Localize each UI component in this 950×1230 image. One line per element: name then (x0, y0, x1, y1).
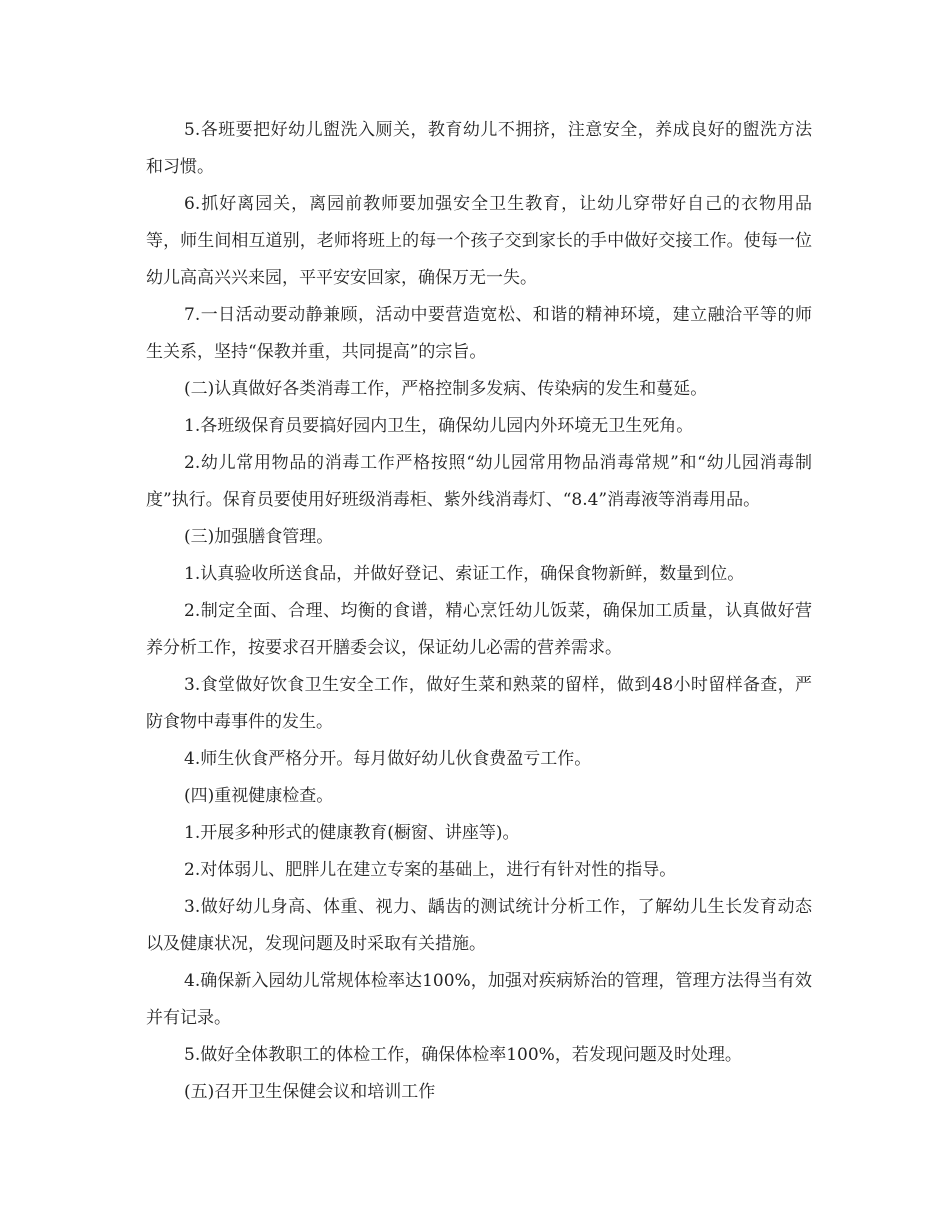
paragraph-departure-safety: 6.抓好离园关，离园前教师要加强安全卫生教育，让幼儿穿带好自己的衣物用品等，师生间相互道别，老师将班上的每一个孩子交到家长的手中做好交接工作。使每一位幼儿高高兴兴来园，平平安安回家，确保万无一失。 (146, 194, 812, 288)
paragraph-staff-checkup: 5.做好全体教职工的体检工作，确保体检率100%，若发现问题及时处理。 (184, 1045, 742, 1065)
paragraph-class-hygiene: 1.各班级保育员要搞好园内卫生，确保幼儿园内外环境无卫生死角。 (184, 416, 694, 436)
paragraph-separate-meals: 4.师生伙食严格分开。每月做好幼儿伙食费盈亏工作。 (184, 749, 592, 769)
document-body (146, 112, 812, 1111)
section-heading-health-meeting: (五)召开卫生保健会议和培训工作 (184, 1082, 436, 1102)
paragraph-new-student-checkup: 4.确保新入园幼儿常规体检率达100%，加强对疾病矫治的管理，管理方法得当有效并有记录。 (146, 971, 812, 1028)
section-heading-meal-management: (三)加强膳食管理。 (184, 527, 334, 547)
paragraph-weak-obese-children: 2.对体弱儿、肥胖儿在建立专案的基础上，进行有针对性的指导。 (184, 860, 677, 880)
paragraph-balanced-menu: 2.制定全面、合理、均衡的食谱，精心烹饪幼儿饭菜，确保加工质量，认真做好营养分析工作，按要求召开膳委会议，保证幼儿必需的营养需求。 (146, 601, 812, 658)
section-heading-health-check: (四)重视健康检查。 (184, 786, 334, 806)
paragraph-growth-statistics: 3.做好幼儿身高、体重、视力、龋齿的测试统计分析工作，了解幼儿生长发育动态以及健康状况，发现问题及时采取有关措施。 (146, 897, 812, 954)
paragraph-health-education: 1.开展多种形式的健康教育(橱窗、讲座等)。 (184, 823, 520, 843)
paragraph-disinfection-rules: 2.幼儿常用物品的消毒工作严格按照“幼儿园常用物品消毒常规”和“幼儿园消毒制度”执行。保育员要使用好班级消毒柜、紫外线消毒灯、“8.4”消毒液等消毒用品。 (146, 453, 812, 510)
paragraph-daily-activities: 7.一日活动要动静兼顾，活动中要营造宽松、和谐的精神环境，建立融洽平等的师生关系，坚持“保教并重，共同提高”的宗旨。 (146, 305, 812, 362)
paragraph-canteen-safety: 3.食堂做好饮食卫生安全工作，做好生菜和熟菜的留样，做到48小时留样备查，严防食物中毒事件的发生。 (146, 675, 812, 732)
section-heading-disinfection: (二)认真做好各类消毒工作，严格控制多发病、传染病的发生和蔓延。 (184, 379, 708, 399)
paragraph-class-washing-toilet: 5.各班要把好幼儿盥洗入厕关，教育幼儿不拥挤，注意安全，养成良好的盥洗方法和习惯。 (146, 120, 812, 177)
paragraph-food-inspection: 1.认真验收所送食品，并做好登记、索证工作，确保食物新鲜，数量到位。 (184, 564, 745, 584)
